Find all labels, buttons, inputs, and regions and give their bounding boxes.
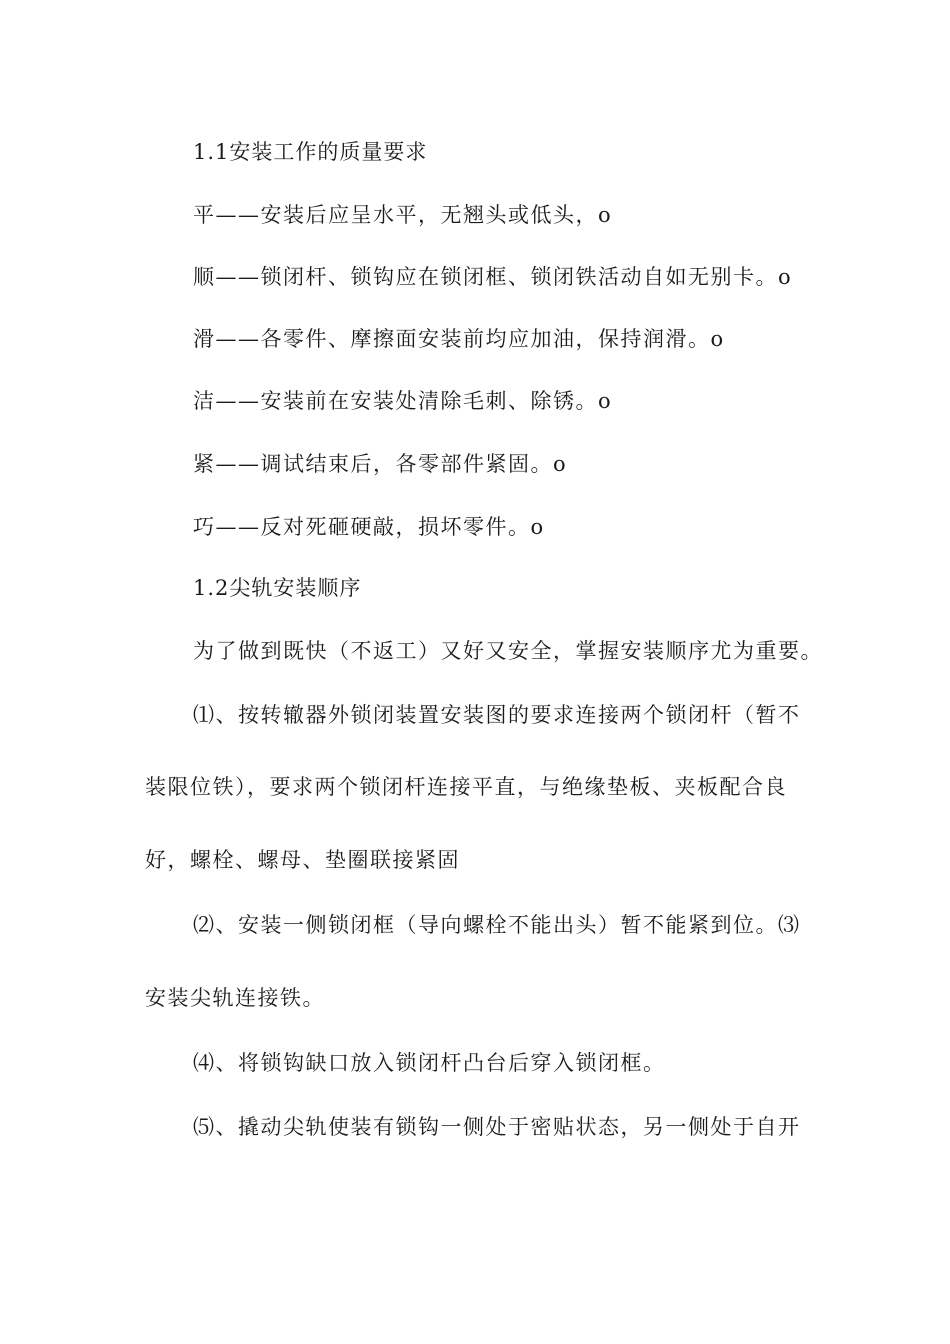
step-2-line-1: ⑵、安装一侧锁闭框（导向螺栓不能出头）暂不能紧到位。⑶: [193, 913, 801, 937]
requirement-jie: 洁——安装前在安装处清除毛刺、除锈。o: [193, 389, 613, 413]
step-4: ⑷、将锁钩缺口放入锁闭杆凸台后穿入锁闭框。: [193, 1051, 666, 1075]
requirement-ping: 平——安装后应呈水平，无翘头或低头，o: [193, 203, 613, 227]
requirement-shun: 顺——锁闭杆、锁钩应在锁闭框、锁闭铁活动自如无别卡。o: [193, 265, 793, 289]
section-heading-1-1: 1.1安装工作的质量要求: [193, 140, 428, 164]
step-5-line-1: ⑸、撬动尖轨使装有锁钩一侧处于密贴状态，另一侧处于自开: [193, 1115, 801, 1139]
step-1-line-2: 装限位铁），要求两个锁闭杆连接平直，与绝缘垫板、夹板配合良: [145, 775, 787, 799]
requirement-hua: 滑——各零件、摩擦面安装前均应加油，保持润滑。o: [193, 327, 725, 351]
step-3-line-2: 安装尖轨连接铁。: [145, 986, 325, 1010]
step-1-line-1: ⑴、按转辙器外锁闭装置安装图的要求连接两个锁闭杆（暂不: [193, 703, 801, 727]
section-heading-1-2: 1.2尖轨安装顺序: [193, 576, 362, 600]
requirement-jin: 紧——调试结束后，各零部件紧固。o: [193, 452, 568, 476]
requirement-qiao: 巧——反对死砸硬敲，损坏零件。o: [193, 515, 545, 539]
intro-paragraph: 为了做到既快（不返工）又好又安全，掌握安装顺序尤为重要。: [193, 639, 823, 663]
step-1-line-3: 好，螺栓、螺母、垫圈联接紧固: [145, 848, 460, 872]
